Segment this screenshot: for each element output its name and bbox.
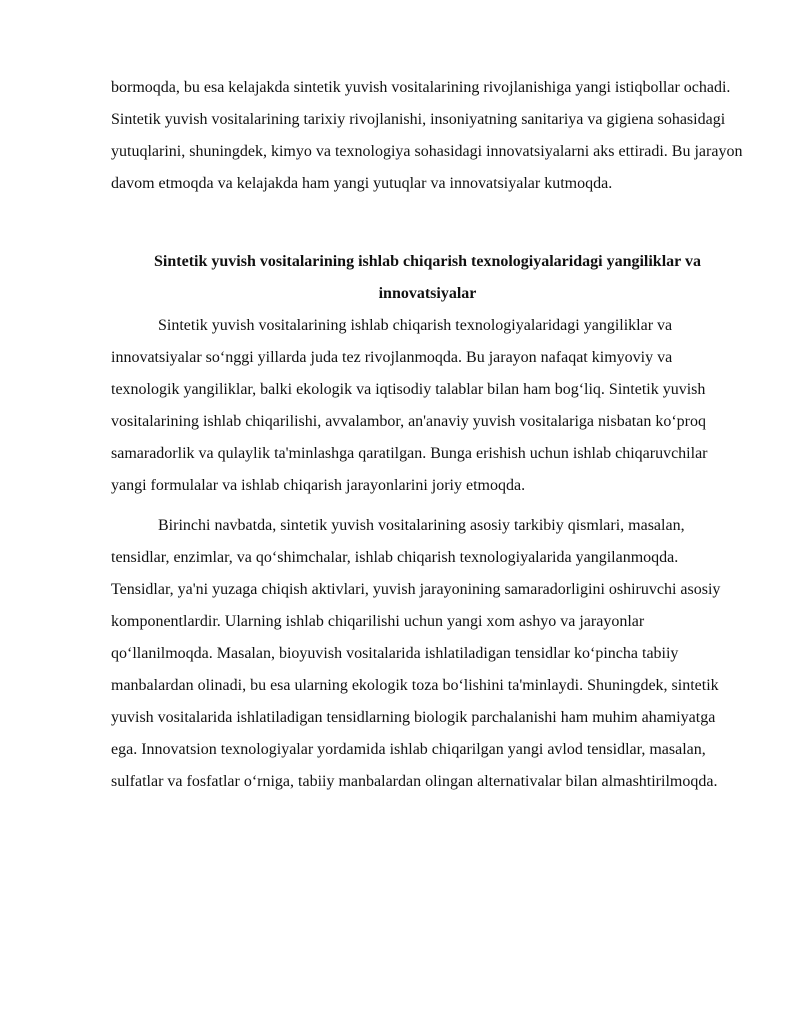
- document-page: [111, 72, 744, 798]
- body-paragraph-2: Birinchi navbatda, sintetik yuvish vositalarining asosiy tarkibiy qismlari, masalan, tensidlar, enzimlar, va qo‘shimchalar, ishlab chiqarish texnologiyalarida yangilanmoqda. Tensidlar, ya'ni yuzaga chiqish aktivlari, yuvish jarayonining samaradorligini oshiruvchi asosiy komponentlardir. Ularning ishlab chiqarilishi uchun yangi xom ashyo va jarayonlar qo‘llanilmoqda. Masalan, bioyuvish vositalarida ishlatiladigan tensidlar ko‘pincha tabiiy manbalardan olinadi, bu esa ularning ekologik toza bo‘lishini ta'minlaydi. Shuningdek, sintetik yuvish vositalarida ishlatiladigan tensidlarning biologik parchalanishi ham muhim ahamiyatga ega. Innovatsion texnologiyalar yordamida ishlab chiqarilgan yangi avlod tensidlar, masalan, sulfatlar va fosfatlar o‘rniga, tabiiy manbalardan olingan alternativalar bilan almashtirilmoqda.: [111, 517, 721, 790]
- intro-paragraph: bormoqda, bu esa kelajakda sintetik yuvish vositalarining rivojlanishiga yangi istiqbollar ochadi. Sintetik yuvish vositalarining tarixiy rivojlanishi, insoniyatning sanitariya va gigiena sohasidagi yutuqlarini, shuningdek, kimyo va texnologiya sohasidagi innovatsiyalarni aks ettiradi. Bu jarayon davom etmoqda va kelajakda ham yangi yutuqlar va innovatsiyalar kutmoqda.: [111, 79, 743, 192]
- section-heading: Sintetik yuvish vositalarining ishlab chiqarish texnologiyalaridagi yangiliklar va innovatsiyalar: [154, 253, 701, 302]
- body-paragraph-1: Sintetik yuvish vositalarining ishlab chiqarish texnologiyalaridagi yangiliklar va innovatsiyalar so‘nggi yillarda juda tez rivojlanmoqda. Bu jarayon nafaqat kimyoviy va texnologik yangiliklar, balki ekologik va iqtisodiy talablar bilan ham bog‘liq. Sintetik yuvish vositalarining ishlab chiqarilishi, avvalambor, an'anaviy yuvish vositalariga nisbatan ko‘proq samaradorlik va qulaylik ta'minlashga qaratilgan. Bunga erishish uchun ishlab chiqaruvchilar yangi formulalar va ishlab chiqarish jarayonlarini joriy etmoqda.: [111, 317, 708, 494]
- paragraph-gap: [111, 502, 744, 510]
